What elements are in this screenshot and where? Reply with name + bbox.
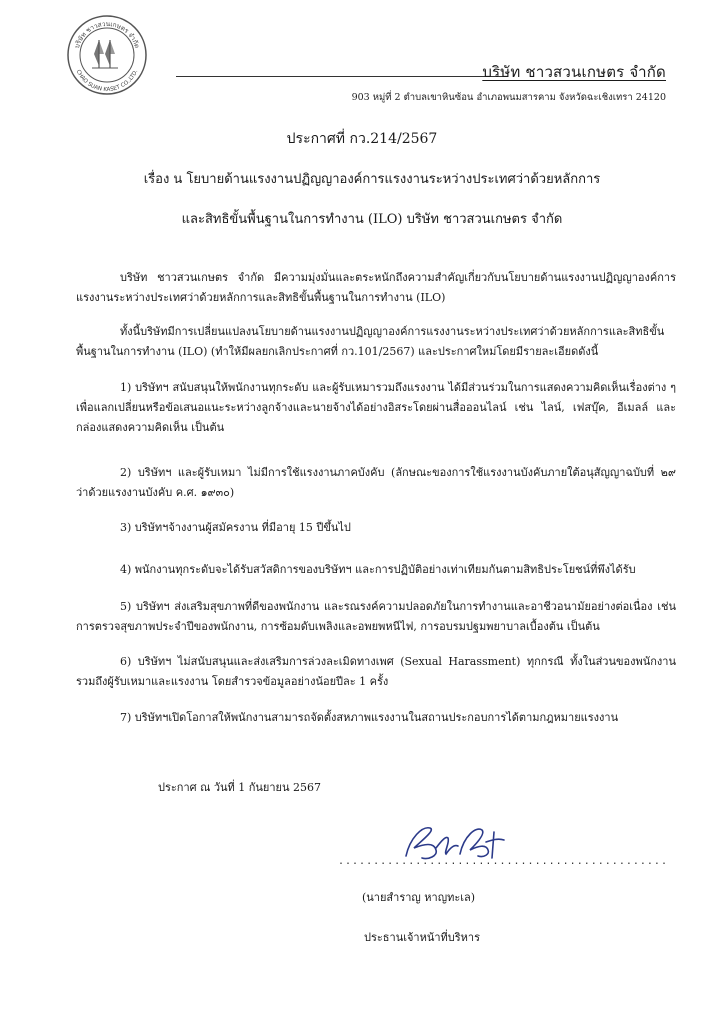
company-address: 903 หมู่ที่ 2 ตำบลเขาหินซ้อน อำเภอพนมสารคาม จังหวัดฉะเชิงเทรา 24120 bbox=[351, 92, 666, 103]
intro-paragraph-1 bbox=[76, 268, 676, 308]
policy-item-text: 3) บริษัทฯจ้างงานผู้สมัครงาน ที่มีอายุ 15 ปีขึ้นไป bbox=[120, 521, 351, 534]
policy-item-text: 6) บริษัทฯ ไม่สนับสนุนและส่งเสริมการล่วงละเมิดทางเพศ (Sexual Harassment) ทุกกรณี ทั้งในส่วนของพนักงาน รวมถึงผู้รับเหมาและแรงงาน โดยสำรวจข้อมูลอย่างน้อยปีละ 1 ครั้ง bbox=[76, 655, 676, 688]
policy-item-2 bbox=[76, 463, 676, 503]
intro-paragraph-2 bbox=[76, 322, 676, 362]
policy-item-6 bbox=[76, 652, 676, 692]
signer-name: (นายสำราญ หาญทะเล) bbox=[362, 891, 476, 904]
policy-item-1 bbox=[76, 378, 676, 438]
company-logo bbox=[66, 14, 148, 96]
announcement-date: ประกาศ ณ วันที่ 1 กันยายน 2567 bbox=[158, 781, 322, 794]
signer-title: ประธานเจ้าหน้าที่บริหาร bbox=[364, 931, 481, 944]
paragraph-text: บริษัท ชาวสวนเกษตร จำกัด มีความมุ่งมั่นและตระหนักถึงความสำคัญเกี่ยวกับนโยบายด้านแรงงานปฏิญญาองค์การแรงงานระหว่างประเทศว่าด้วยหลักการและสิทธิขั้นพื้นฐานในการทำงาน (ILO) bbox=[76, 271, 676, 304]
policy-item-3 bbox=[76, 518, 676, 538]
logo-text-bottom: CHAO SUAN KASET CO.,LTD. bbox=[74, 68, 140, 94]
policy-item-text: 4) พนักงานทุกระดับจะได้รับสวัสดิการของบริษัทฯ และการปฏิบัติอย่างเท่าเทียมกันตามสิทธิประโยชน์ที่พึงได้รับ bbox=[120, 563, 636, 576]
letterhead-rule bbox=[176, 76, 504, 77]
svg-text:CHAO SUAN KASET CO.,LTD. bbox=[75, 69, 140, 93]
policy-item-7 bbox=[76, 708, 676, 728]
policy-item-text: 5) บริษัทฯ ส่งเสริมสุขภาพที่ดีของพนักงาน และรณรงค์ความปลอดภัยในการทำงานและอาชีวอนามัยอย่างต่อเนื่อง เช่น การตรวจสุขภาพประจำปีของพนักงาน, การซ้อมดับเพลิงและอพยพหนีไฟ, การอบรมปฐมพยาบาลเบื้องต้น เป็นต้น bbox=[76, 600, 676, 633]
company-name: บริษัท ชาวสวนเกษตร จำกัด bbox=[482, 63, 666, 81]
policy-item-4 bbox=[76, 560, 676, 580]
announcement-number: ประกาศที่ กว.214/2567 bbox=[286, 131, 438, 147]
announcement-subject-line-2: และสิทธิขั้นพื้นฐานในการทำงาน (ILO) บริษัท ชาวสวนเกษตร จำกัด bbox=[181, 212, 563, 227]
paragraph-text: ทั้งนี้บริษัทมีการเปลี่ยนแปลงนโยบายด้านแรงงานปฏิญญาองค์การแรงงานระหว่างประเทศว่าด้วยหลักการและสิทธิขั้นพื้นฐานในการทำงาน (ILO) (ทำให้มีผลยกเลิกประกาศที่ กว.101/2567) และประกาศใหม่โดยมีรายละเอียดดังนี้ bbox=[76, 325, 665, 358]
logo-text-top: บริษัท ชาวสวนเกษตร จำกัด bbox=[72, 19, 142, 50]
policy-item-text: 1) บริษัทฯ สนับสนุนให้พนักงานทุกระดับ และผู้รับเหมารวมถึงแรงงาน ได้มีส่วนร่วมในการแสดงความคิดเห็นเรื่องต่าง ๆ เพื่อแลกเปลี่ยนหรือข้อเสนอแนะระหว่างลูกจ้างและนายจ้างได้อย่างอิสระโดยผ่านสื่อออนไลน์ เช่น ไลน์, เฟสบุ๊ค, อีเมลล์ และกล่องแสดงความคิดเห็น เป็นต้น bbox=[76, 381, 676, 434]
policy-item-5 bbox=[76, 597, 676, 637]
policy-item-text: 7) บริษัทฯเปิดโอกาสให้พนักงานสามารถจัดตั้งสหภาพแรงงานในสถานประกอบการได้ตามกฎหมายแรงงาน bbox=[120, 711, 619, 724]
signature-line: ............................................... bbox=[338, 856, 668, 867]
announcement-subject-line-1: เรื่อง น โยบายด้านแรงงานปฏิญญาองค์การแรงงานระหว่างประเทศว่าด้วยหลักการ bbox=[143, 172, 601, 187]
policy-item-text: 2) บริษัทฯ และผู้รับเหมา ไม่มีการใช้แรงงานภาคบังคับ (ลักษณะของการใช้แรงงานบังคับภายใต้อนุสัญญาฉบับที่ ๒๙ ว่าด้วยแรงงานบังคับ ค.ศ. ๑๙๓๐) bbox=[76, 466, 676, 499]
